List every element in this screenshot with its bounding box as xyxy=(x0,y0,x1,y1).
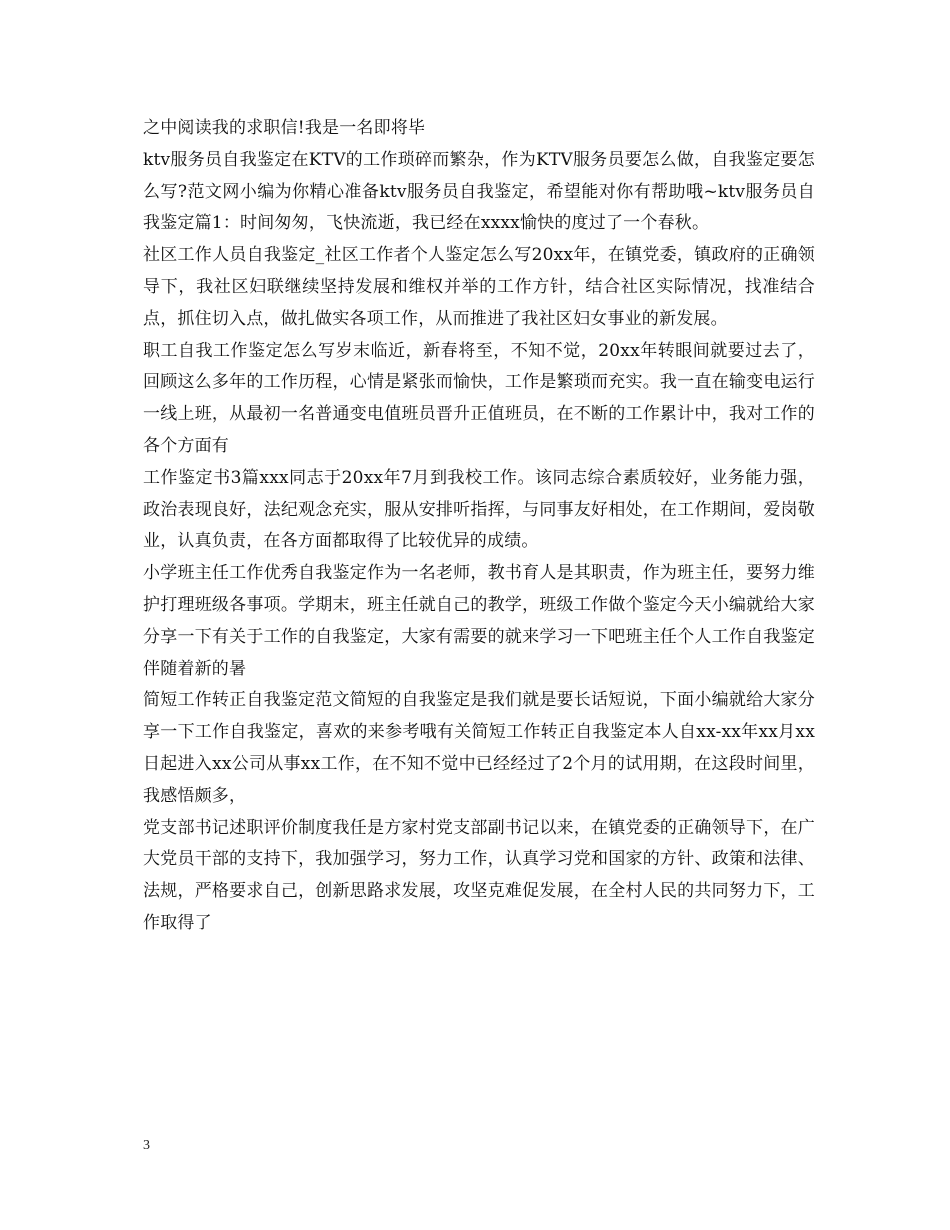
paragraph-job-letter-fragment: 之中阅读我的求职信!我是一名即将毕 xyxy=(143,118,426,138)
paragraph-ktv-self-evaluation: ktv服务员自我鉴定在KTV的工作琐碎而繁杂，作为KTV服务员要怎么做，自我鉴定要怎么写?范文网小编为你精心准备ktv服务员自我鉴定，希望能对你有帮助哦~ktv服务员自我鉴定篇1：时间匆匆，飞快流逝，我已经在xxxx愉快的度过了一个春秋。 xyxy=(143,149,815,234)
paragraph-employee-self-evaluation: 职工自我工作鉴定怎么写岁末临近，新春将至，不知不觉，20xx年转眼间就要过去了，回顾这么多年的工作历程，心情是紧张而愉快，工作是繁琐而充实。我一直在输变电运行一线上班，从最初一名普通变电值班员晋升正值班员，在不断的工作累计中，我对工作的各个方面有 xyxy=(143,340,815,456)
paragraph-work-appraisal: 工作鉴定书3篇xxx同志于20xx年7月到我校工作。该同志综合素质较好，业务能力强，政治表现良好，法纪观念充实，服从安排听指挥，与同事友好相处，在工作期间，爱岗敬业，认真负责，在各方面都取得了比较优异的成绩。 xyxy=(143,467,815,552)
paragraph-community-worker: 社区工作人员自我鉴定_社区工作者个人鉴定怎么写20xx年，在镇党委，镇政府的正确领导下，我社区妇联继续坚持发展和维权并举的工作方针，结合社区实际情况，找准结合点，抓住切入点，做扎做实各项工作，从而推进了我社区妇女事业的新发展。 xyxy=(143,245,815,329)
paragraph-head-teacher: 小学班主任工作优秀自我鉴定作为一名老师，教书育人是其职责，作为班主任，要努力维护打理班级各事项。学期末，班主任就自己的教学，班级工作做个鉴定今天小编就给大家分享一下有关于工作的自我鉴定，大家有需要的就来学习一下吧班主任个人工作自我鉴定伴随着新的暑 xyxy=(143,563,815,679)
paragraph-probation-review: 简短工作转正自我鉴定范文简短的自我鉴定是我们就是要长话短说，下面小编就给大家分享一下工作自我鉴定，喜欢的来参考哦有关简短工作转正自我鉴定本人自xx-xx年xx月xx日起进入xx公司从事xx工作，在不知不觉中已经经过了2个月的试用期，在这段时间里，我感悟颇多， xyxy=(143,690,815,806)
paragraph-party-secretary: 党支部书记述职评价制度我任是方家村党支部副书记以来，在镇党委的正确领导下，在广大党员干部的支持下，我加强学习，努力工作，认真学习党和国家的方针、政策和法律、法规，严格要求自己，创新思路求发展，攻坚克难促发展，在全村人民的共同努力下，工作取得了 xyxy=(143,817,815,933)
page-number: 3 xyxy=(143,1138,150,1153)
document-body xyxy=(143,113,815,940)
